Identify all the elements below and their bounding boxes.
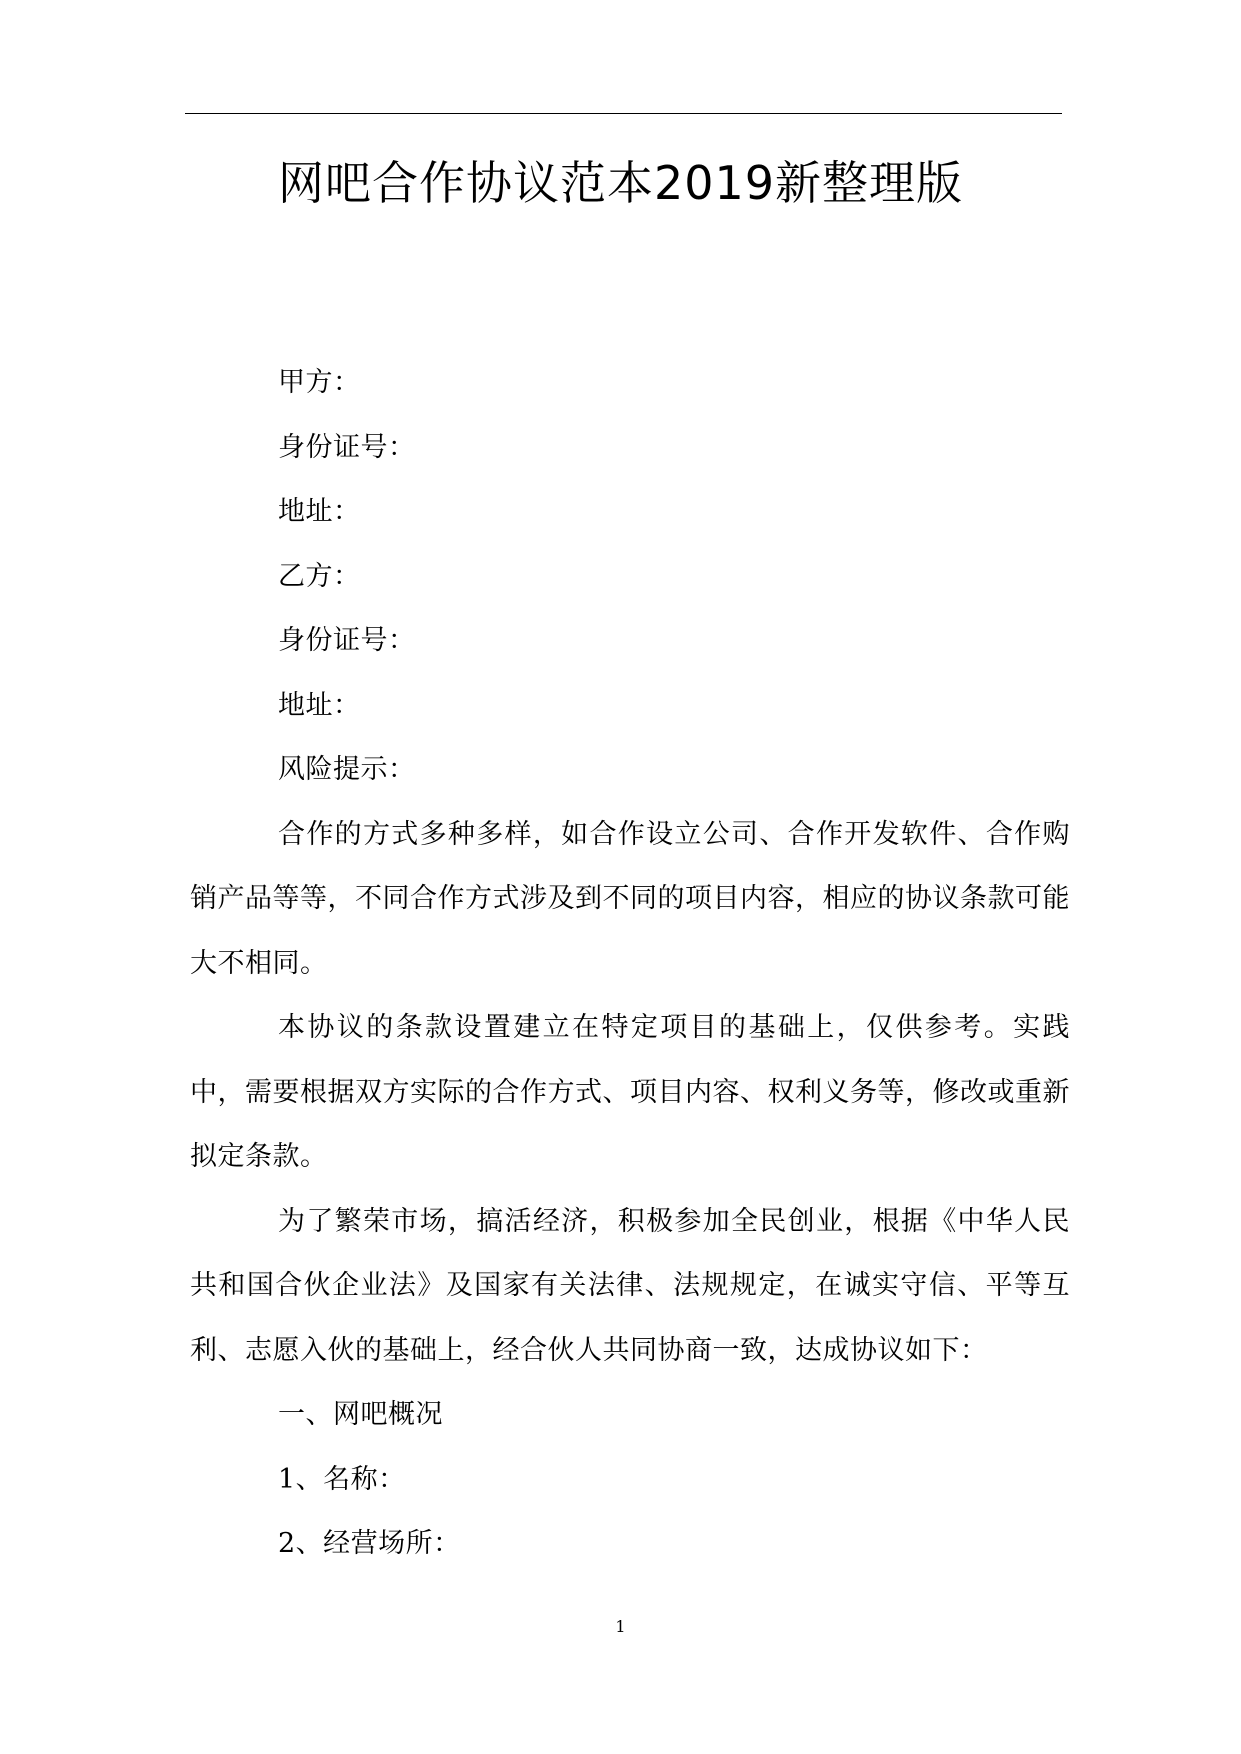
risk-heading: 风险提示： bbox=[278, 754, 416, 785]
paragraph-terms-reference: 本协议的条款设置建立在特定项目的基础上，仅供参考。实践中，需要根据双方实际的合作方式、项目内容、权利义务等，修改或重新拟定条款。 bbox=[190, 1012, 1070, 1172]
party-b-label: 乙方： bbox=[278, 560, 361, 592]
party-a-id-label: 身份证号： bbox=[278, 431, 416, 463]
header-rule bbox=[185, 113, 1062, 114]
item-2-location: 2、经营场所： bbox=[278, 1528, 461, 1559]
document-body bbox=[190, 351, 1070, 1577]
paragraph-agreement-basis: 为了繁荣市场，搞活经济，积极参加全民创业，根据《中华人民共和国合伙企业法》及国家有关法律、法规规定，在诚实守信、平等互利、志愿入伙的基础上，经合伙人共同协商一致，达成协议如下： bbox=[190, 1205, 1070, 1366]
party-b-address-label: 地址： bbox=[278, 689, 361, 721]
page-number: 1 bbox=[615, 1617, 626, 1636]
item-1-name: 1、名称： bbox=[278, 1463, 406, 1495]
paragraph-cooperation-modes: 合作的方式多种多样，如合作设立公司、合作开发软件、合作购销产品等等，不同合作方式涉及到不同的项目内容，相应的协议条款可能大不相同。 bbox=[190, 818, 1070, 979]
document-title: 网吧合作协议范本2019新整理版 bbox=[277, 156, 964, 210]
party-a-address-label: 地址： bbox=[278, 496, 361, 527]
party-b-id-label: 身份证号： bbox=[278, 625, 416, 656]
section-1-heading: 一、网吧概况 bbox=[278, 1399, 443, 1430]
party-a-label: 甲方： bbox=[278, 367, 361, 398]
